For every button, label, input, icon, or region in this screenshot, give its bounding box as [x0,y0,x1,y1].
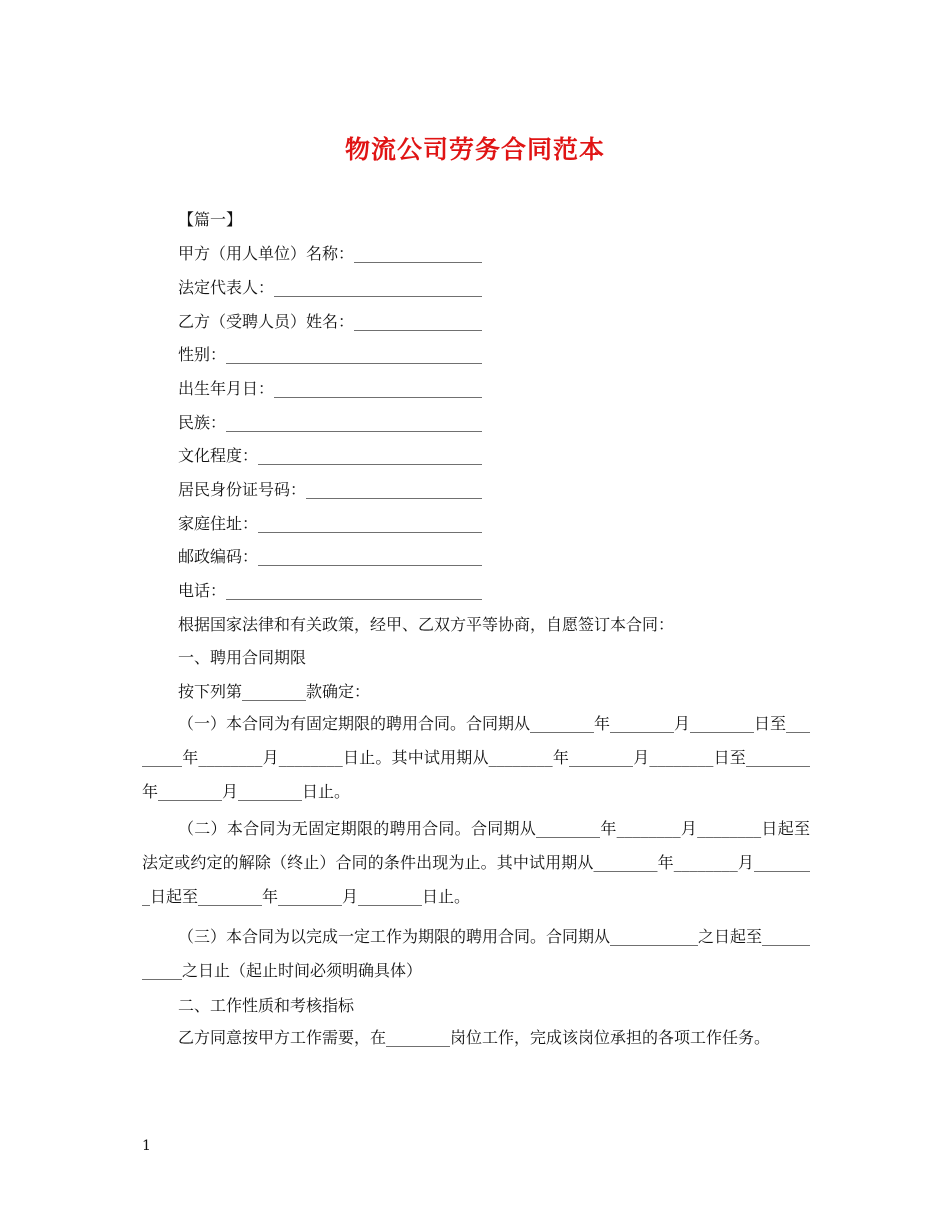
field-gender: 性别：________________________________ [178,345,483,364]
heading-work-nature: 二、工作性质和考核指标 [178,996,355,1015]
field-postal-code: 邮政编码：____________________________ [178,547,483,566]
clause-task-term: （三）本合同为以完成一定工作为期限的聘用合同。合同期从___________之日起至___________之日止（起止时间必须明确具体） [142,927,811,980]
choose-clause-line: 按下列第________款确定： [178,682,371,701]
page-number: 1 [142,1138,151,1154]
field-phone: 电话：________________________________ [178,581,483,600]
field-ethnicity: 民族：________________________________ [178,413,483,432]
field-id-number: 居民身份证号码：______________________ [178,480,483,499]
field-home-address: 家庭住址：____________________________ [178,514,483,533]
clause-open-term: （二）本合同为无固定期限的聘用合同。合同期从________年________月________日起至法定或约定的解除（终止）合同的条件出现为止。其中试用期从________年________月________日起至________年________月________日止。 [142,819,810,906]
paragraph-work-assignment: 乙方同意按甲方工作需要，在________岗位工作，完成该岗位承担的各项工作任务。 [178,1028,771,1047]
intro-paragraph: 根据国家法律和有关政策，经甲、乙双方平等协商，自愿签订本合同： [178,615,675,634]
clause-fixed-term: （一）本合同为有固定期限的聘用合同。合同期从________年________月________日至________年________月________日止。其中试用期从________年________月________日至________年________月________日止。 [142,714,811,801]
section-label: 【篇一】 [178,210,243,229]
field-employer-name: 甲方（用人单位）名称：________________ [178,244,483,263]
field-employee-name: 乙方（受聘人员）姓名：________________ [178,312,483,331]
document-title: 物流公司劳务合同范本 [344,135,605,164]
field-birth-date: 出生年月日：__________________________ [178,379,483,398]
heading-contract-term: 一、聘用合同期限 [178,648,307,667]
field-education: 文化程度：____________________________ [178,446,483,465]
field-legal-representative: 法定代表人：__________________________ [178,278,483,297]
